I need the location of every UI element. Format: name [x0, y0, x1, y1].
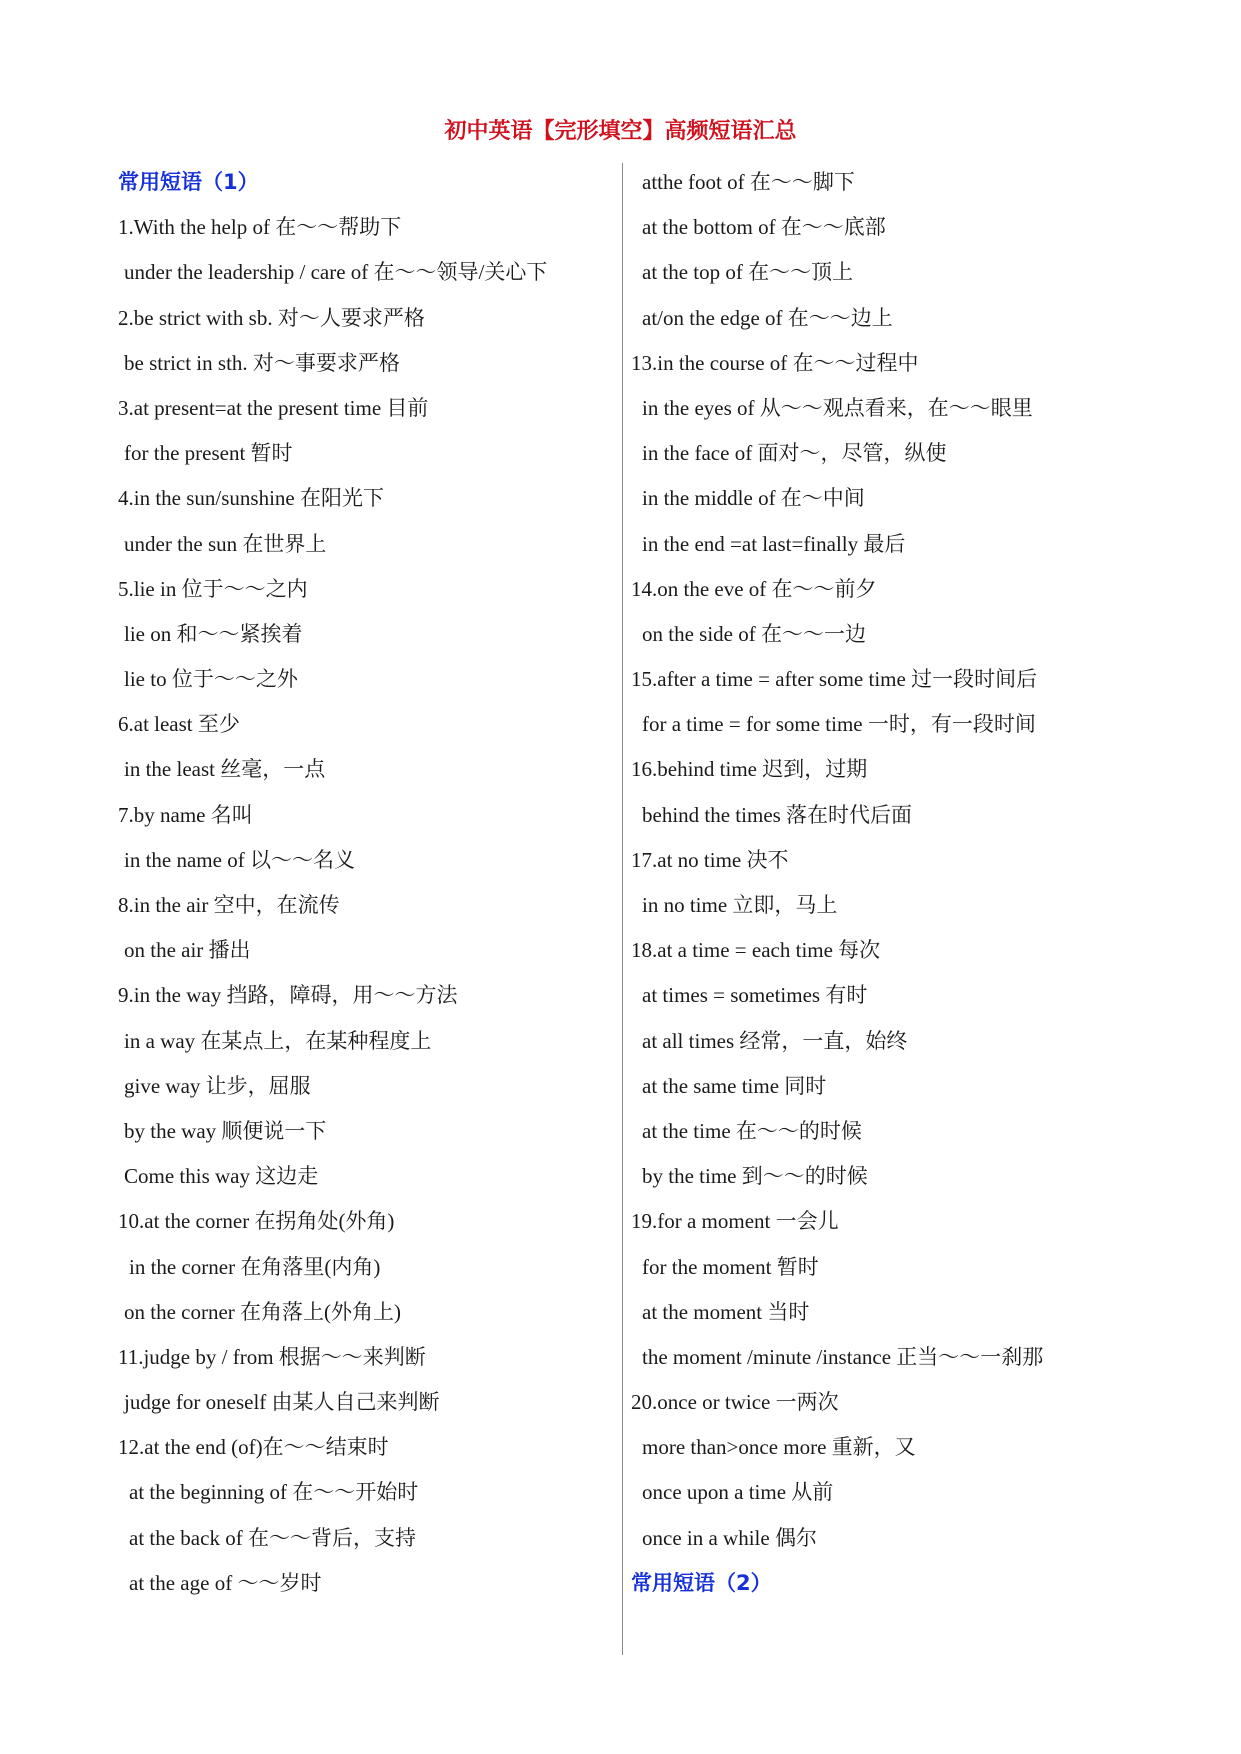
phrase-line: judge for oneself 由某人自己来判断 [124, 1390, 440, 1415]
section-heading: 常用短语（2） [631, 1570, 772, 1595]
phrase-line: in the end =at last=finally 最后 [642, 531, 906, 556]
phrase-line: 2.be strict with sb. 对～人要求严格 [118, 305, 425, 330]
phrase-line: 14.on the eve of 在～～前夕 [631, 576, 877, 601]
column-divider [622, 163, 623, 1655]
phrase-line: lie on 和～～紧挨着 [124, 621, 303, 646]
section-heading: 常用短语（1） [118, 170, 259, 194]
page-title: 初中英语【完形填空】高频短语汇总 [444, 119, 797, 144]
phrase-line: 18.at a time = each time 每次 [631, 938, 881, 963]
phrase-line: at/on the edge of 在～～边上 [642, 305, 893, 330]
phrase-line: on the corner 在角落上(外角上) [124, 1299, 402, 1324]
phrase-line: for the present 暂时 [124, 441, 293, 466]
phrase-line: in the least 丝毫，一点 [124, 757, 326, 782]
phrase-line: at all times 经常，一直，始终 [642, 1028, 908, 1053]
phrase-line: Come this way 这边走 [124, 1164, 319, 1189]
phrase-line: 16.behind time 迟到，过期 [631, 757, 868, 782]
phrase-line: under the leadership / care of 在～～领导/关心下 [124, 260, 548, 285]
phrase-line: by the way 顺便说一下 [124, 1118, 327, 1143]
phrase-line: 10.at the corner 在拐角处(外角) [118, 1209, 395, 1234]
phrase-line: 11.judge by / from 根据～～来判断 [118, 1344, 426, 1369]
phrase-line: at the back of 在～～背后，支持 [129, 1525, 416, 1550]
phrase-line: at the same time 同时 [642, 1073, 827, 1098]
phrase-line: 4.in the sun/sunshine 在阳光下 [118, 486, 384, 511]
phrase-line: in the face of 面对～，尽管，纵使 [642, 441, 947, 466]
phrase-line: at the moment 当时 [642, 1299, 810, 1324]
phrase-line: 12.at the end (of)在～～结束时 [118, 1435, 389, 1460]
phrase-line: by the time 到～～的时候 [642, 1164, 868, 1189]
phrase-line: in the middle of 在～中间 [642, 486, 865, 511]
phrase-line: 7.by name 名叫 [118, 802, 253, 827]
phrase-line: at the top of 在～～顶上 [642, 260, 854, 285]
phrase-line: 3.at present=at the present time 目前 [118, 395, 429, 420]
phrase-line: once upon a time 从前 [642, 1480, 834, 1505]
phrase-line: in no time 立即，马上 [642, 893, 838, 917]
phrase-line: 15.after a time = after some time 过一段时间后 [631, 667, 1038, 692]
phrase-line: under the sun 在世界上 [124, 531, 327, 556]
phrase-line: at the time 在～～的时候 [642, 1118, 862, 1143]
right-column [631, 160, 1191, 1606]
phrase-line: 1.With the help of 在～～帮助下 [118, 215, 402, 240]
phrase-line: once in a while 偶尔 [642, 1525, 817, 1550]
phrase-line: in the corner 在角落里(内角) [129, 1254, 381, 1279]
phrase-line: more than>once more 重新，又 [642, 1435, 916, 1460]
phrase-line: 19.for a moment 一会儿 [631, 1209, 839, 1234]
phrase-line: at times = sometimes 有时 [642, 983, 868, 1008]
left-column [118, 160, 618, 1606]
phrase-line: at the beginning of 在～～开始时 [129, 1480, 419, 1505]
phrase-line: atthe foot of 在～～脚下 [642, 170, 855, 194]
phrase-line: 5.lie in 位于～～之内 [118, 576, 308, 601]
phrase-line: on the side of 在～～一边 [642, 621, 866, 646]
phrase-line: 20.once or twice 一两次 [631, 1390, 839, 1415]
phrase-line: in the eyes of 从～～观点看来，在～～眼里 [642, 395, 1033, 420]
phrase-line: on the air 播出 [124, 938, 251, 963]
phrase-line: at the bottom of 在～～底部 [642, 215, 886, 240]
phrase-line: at the age of ～～岁时 [129, 1570, 322, 1595]
phrase-line: 6.at least 至少 [118, 712, 240, 737]
phrase-line: behind the times 落在时代后面 [642, 802, 913, 827]
phrase-line: the moment /minute /instance 正当～～一刹那 [642, 1344, 1044, 1369]
phrase-line: in a way 在某点上，在某种程度上 [124, 1028, 432, 1053]
phrase-line: in the name of 以～～名义 [124, 847, 355, 872]
phrase-line: 13.in the course of 在～～过程中 [631, 350, 919, 375]
phrase-line: give way 让步，屈服 [124, 1073, 311, 1098]
phrase-line: 8.in the air 空中，在流传 [118, 893, 340, 917]
phrase-line: for the moment 暂时 [642, 1254, 819, 1279]
phrase-line: 9.in the way 挡路，障碍，用～～方法 [118, 983, 458, 1008]
phrase-line: for a time = for some time 一时，有一段时间 [642, 712, 1036, 737]
phrase-line: be strict in sth. 对～事要求严格 [124, 350, 400, 375]
phrase-line: lie to 位于～～之外 [124, 667, 298, 692]
phrase-line: 17.at no time 决不 [631, 847, 789, 872]
